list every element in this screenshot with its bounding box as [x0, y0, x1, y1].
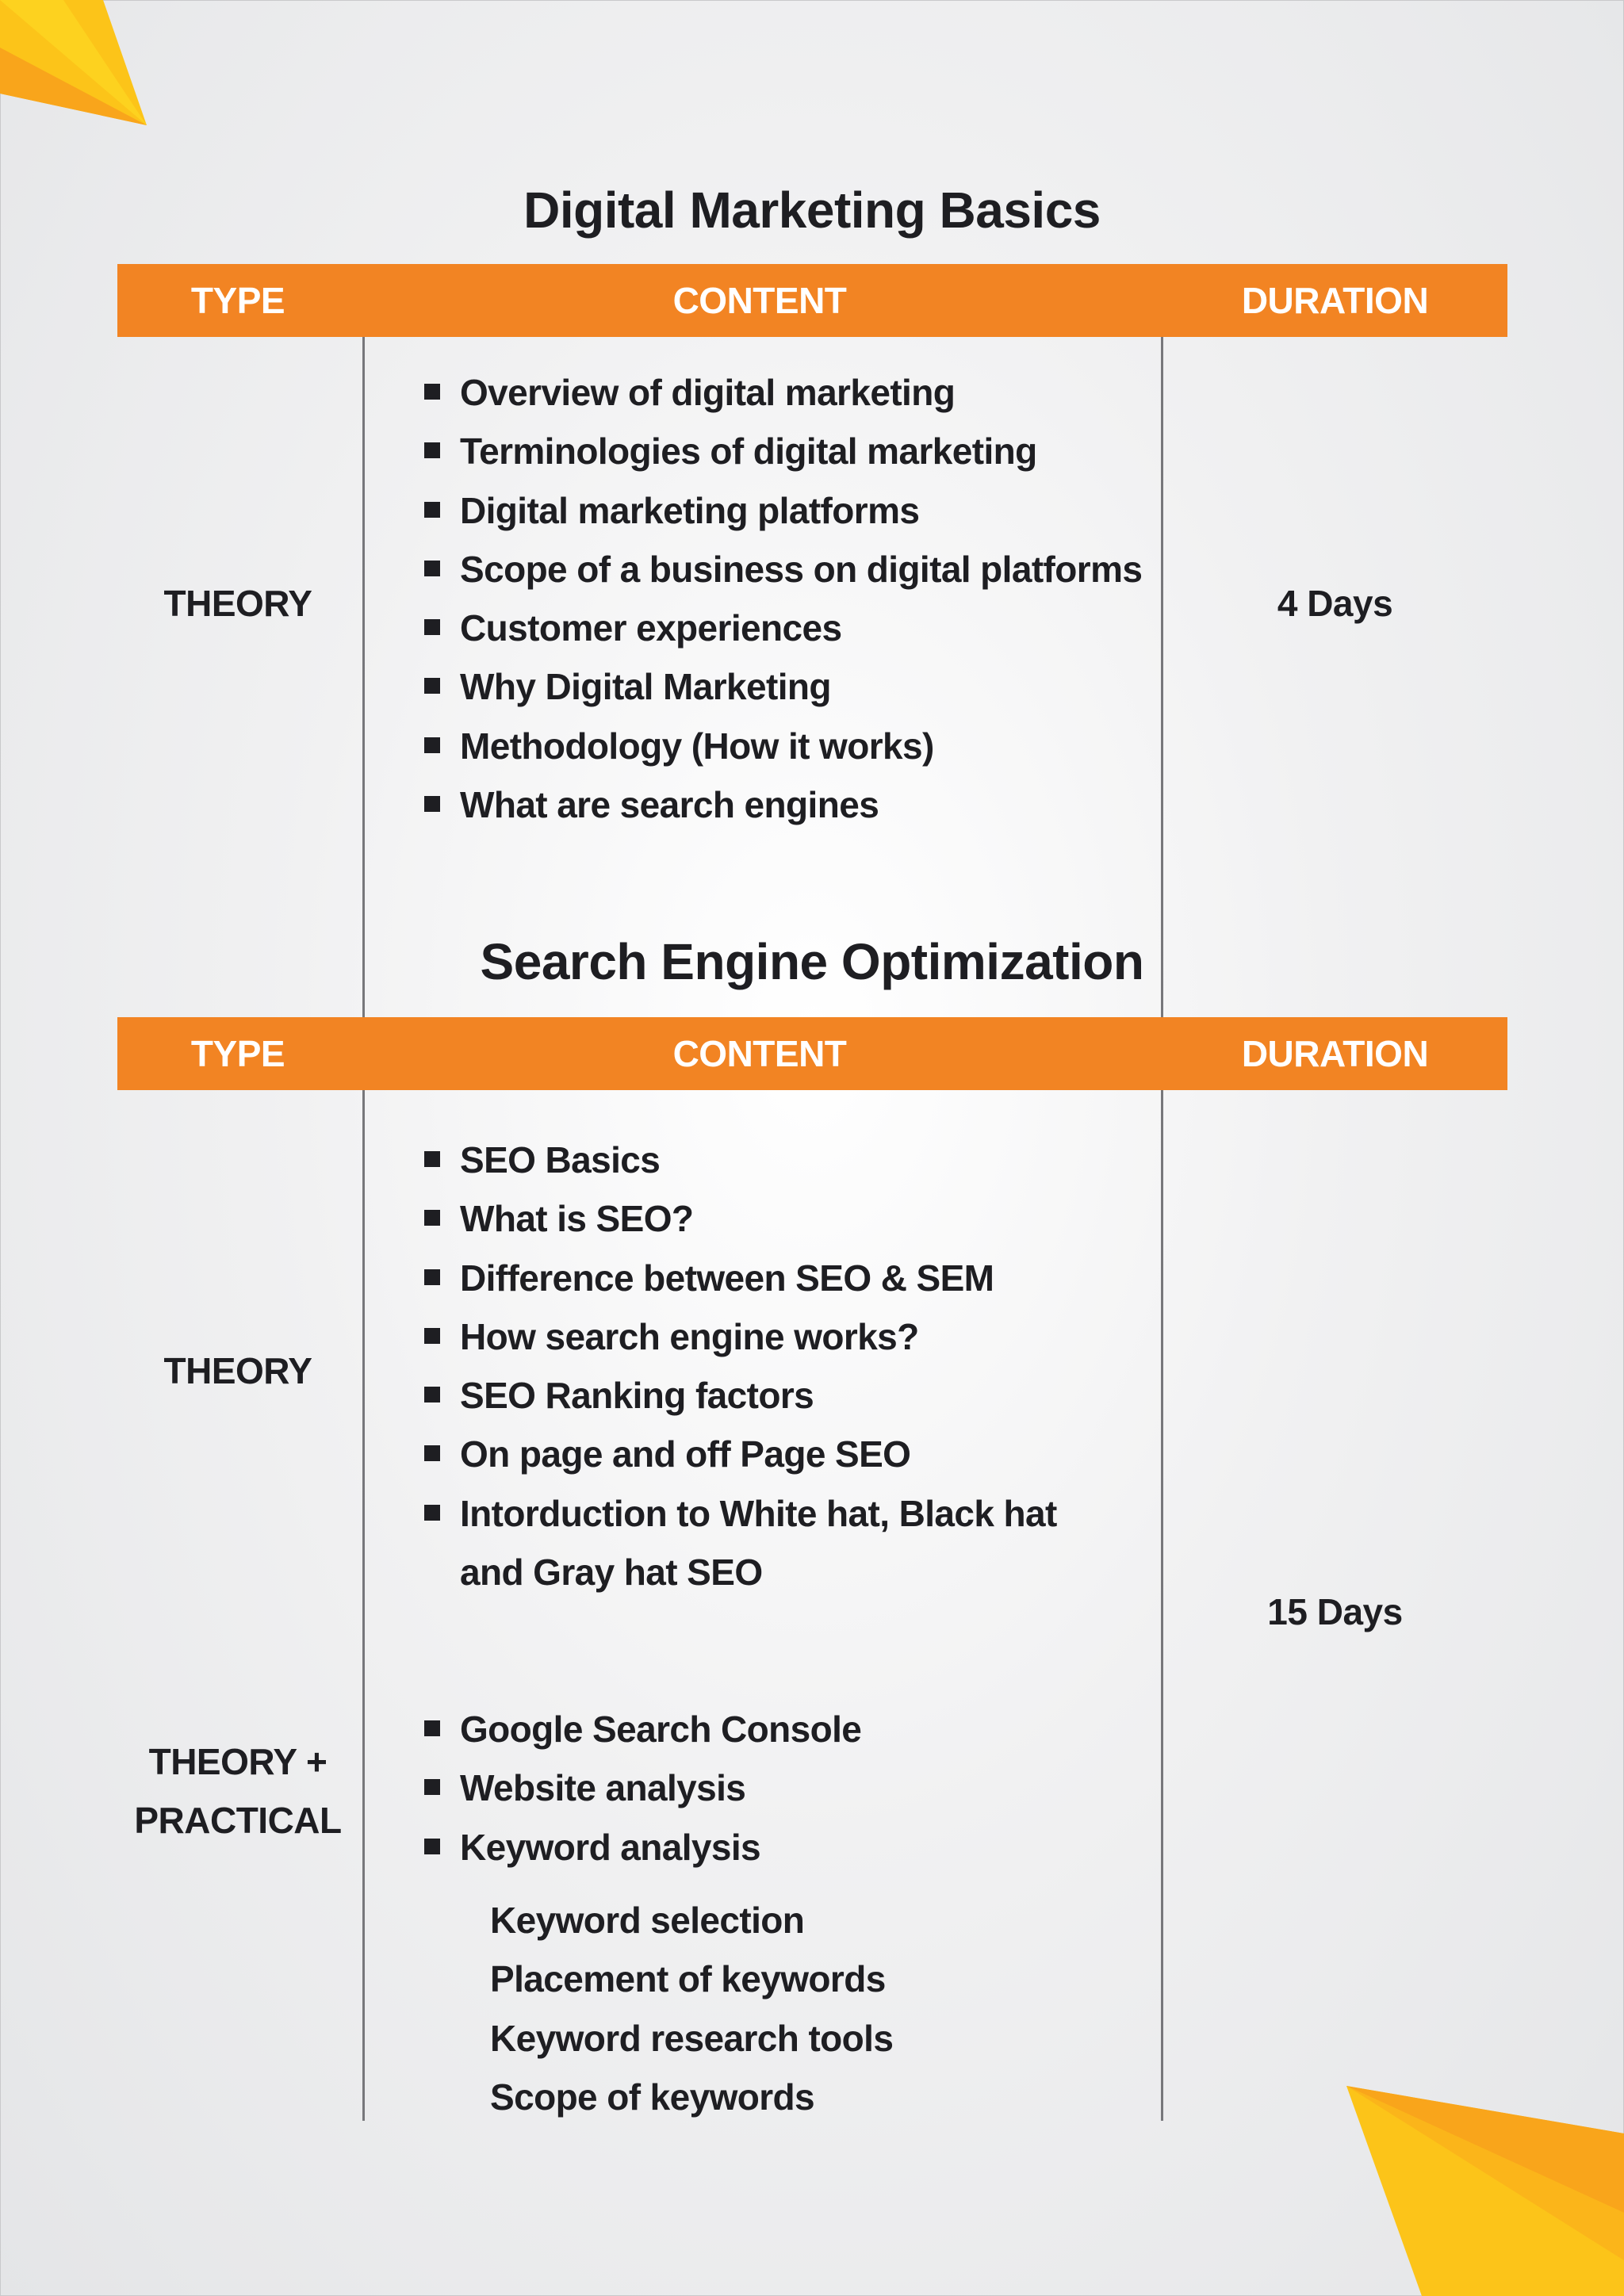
list-item: On page and off Page SEO	[420, 1425, 1057, 1483]
bullet-square-icon	[424, 678, 440, 694]
corner-decoration-bottom-right	[1346, 2086, 1624, 2296]
content-list	[420, 1700, 861, 1877]
header-content: CONTENT	[672, 280, 847, 321]
list-item: Why Digital Marketing	[420, 657, 1142, 716]
bullet-square-icon	[424, 502, 440, 518]
bullet-square-icon	[424, 1505, 440, 1521]
table-header-bar	[117, 264, 1507, 337]
content-list	[420, 1131, 1057, 1601]
bullet-square-icon	[424, 1720, 440, 1736]
bullet-square-icon	[424, 384, 440, 400]
list-item: SEO Ranking factors	[420, 1366, 1057, 1425]
list-item: Google Search Console	[420, 1700, 861, 1758]
list-item: Customer experiences	[420, 599, 1142, 657]
sub-list-item: Keyword selection	[490, 1900, 805, 1941]
sub-list-item: Scope of keywords	[490, 2076, 815, 2118]
header-type: TYPE	[190, 280, 285, 321]
sub-list	[490, 1891, 893, 2126]
list-item: How search engine works?	[420, 1307, 1057, 1366]
bullet-square-icon	[424, 796, 440, 812]
list-item: Digital marketing platforms	[420, 481, 1142, 540]
list-item: Terminologies of digital marketing	[420, 422, 1142, 480]
bullet-square-icon	[424, 1151, 440, 1167]
list-item: Keyword analysis	[420, 1818, 861, 1877]
header-type: TYPE	[190, 1033, 285, 1074]
row-type-label: THEORY	[163, 583, 312, 624]
list-item: Intorduction to White hat, Black hat	[420, 1484, 1057, 1543]
list-item: What is SEO?	[420, 1189, 1057, 1248]
list-item: What are search engines	[420, 775, 1142, 834]
header-content: CONTENT	[672, 1033, 847, 1074]
bullet-square-icon	[424, 1269, 440, 1285]
column-divider	[1161, 337, 1163, 1017]
bullet-square-icon	[424, 1328, 440, 1344]
header-duration: DURATION	[1241, 280, 1429, 321]
row-type-label: THEORY	[163, 1350, 312, 1391]
column-divider	[362, 337, 365, 1017]
list-item: Scope of a business on digital platforms	[420, 540, 1142, 599]
list-item: Methodology (How it works)	[420, 717, 1142, 775]
section-title-search-engine-optimization: Search Engine Optimization	[480, 933, 1144, 990]
section-title-digital-marketing-basics: Digital Marketing Basics	[523, 182, 1101, 239]
bullet-square-icon	[424, 1387, 440, 1402]
row-type-label: THEORY +	[148, 1741, 327, 1782]
list-item: SEO Basics	[420, 1131, 1057, 1189]
table-header-bar	[117, 1017, 1507, 1090]
list-item: Difference between SEO & SEM	[420, 1249, 1057, 1307]
bullet-square-icon	[424, 1839, 440, 1854]
content-list	[420, 363, 1142, 834]
header-duration: DURATION	[1241, 1033, 1429, 1074]
bullet-square-icon	[424, 561, 440, 576]
bullet-square-icon	[424, 1779, 440, 1795]
row-type-label: PRACTICAL	[134, 1800, 342, 1841]
list-item-continuation: and Gray hat SEO	[460, 1552, 763, 1594]
list-item: Website analysis	[420, 1758, 861, 1817]
list-item: Overview of digital marketing	[420, 363, 1142, 422]
bullet-square-icon	[424, 737, 440, 753]
bullet-square-icon	[424, 619, 440, 635]
bullet-square-icon	[424, 1445, 440, 1461]
corner-decoration-top-left	[0, 0, 151, 131]
sub-list-item: Keyword research tools	[490, 2017, 894, 2059]
duration-label: 4 Days	[1277, 583, 1393, 624]
column-divider	[362, 1090, 365, 2121]
bullet-square-icon	[424, 1210, 440, 1226]
bullet-square-icon	[424, 442, 440, 458]
duration-label: 15 Days	[1267, 1591, 1403, 1632]
sub-list-item: Placement of keywords	[490, 1958, 886, 2000]
